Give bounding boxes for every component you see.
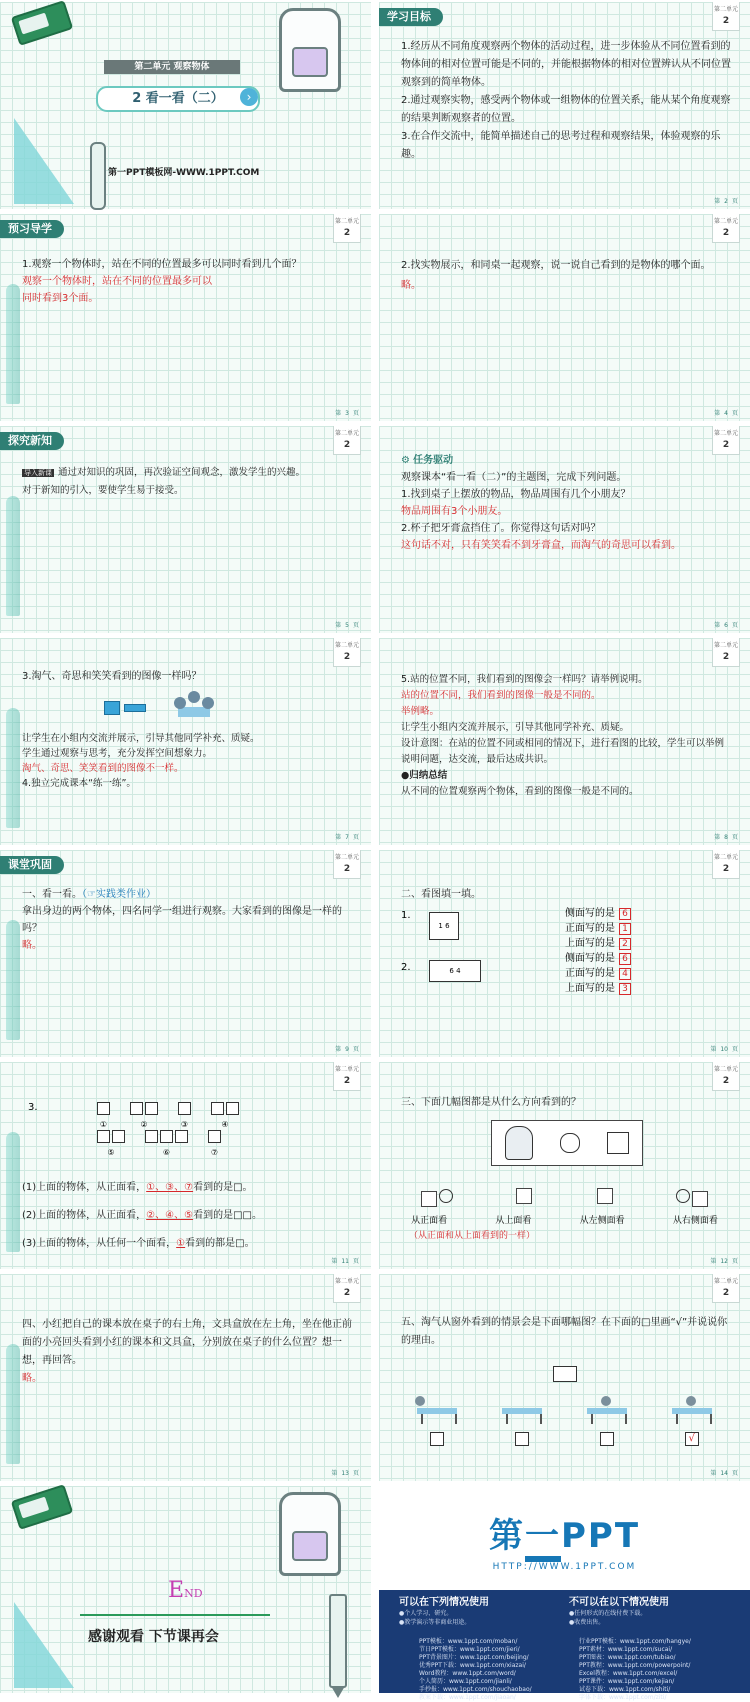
cannot-use-column	[569, 1598, 669, 1627]
can-use-column	[399, 1598, 489, 1627]
window-icon	[553, 1366, 577, 1382]
view-label: 从上面看	[495, 1216, 532, 1226]
pencil-icon	[6, 284, 20, 404]
pencil-icon	[6, 920, 20, 1040]
goal-item: 2.通过观察实物，感受两个物体或一组物体的位置关系，能从某个角度观察的结果判断观察者的位置。	[401, 95, 731, 124]
kids-at-table-icon	[174, 691, 214, 725]
corner-number: 2	[343, 864, 351, 874]
pencil-icon	[6, 496, 20, 616]
desk-option	[587, 1394, 627, 1424]
license-panel	[379, 1590, 750, 1701]
fig-number: 1.	[401, 910, 411, 921]
page-number: 第 2 页	[714, 198, 738, 205]
answer-row: 上面写的是 3	[565, 981, 631, 996]
answer-list	[565, 906, 631, 996]
corner-unit: 第二单元	[334, 218, 359, 225]
scene-frame	[491, 1120, 643, 1166]
link[interactable]: PPT模板：www.1ppt.com/moban/	[419, 1638, 518, 1645]
view-label: 从正面看	[411, 1216, 448, 1226]
brand-url: HTTP://WWW.1PPT.COM	[492, 1562, 637, 1572]
unit-corner-tag	[712, 1274, 740, 1303]
text-line: 拿出身边的两个物体，四名同学一组进行观察。大家看到的图像是一样的吗？	[22, 906, 342, 934]
link[interactable]: 手抄报：www.1ppt.com/shouchaobao/	[419, 1686, 532, 1693]
link[interactable]: PPT背景图片：www.1ppt.com/beijing/	[419, 1654, 529, 1661]
page-number: 第 6 页	[714, 622, 738, 629]
slide-title[interactable]	[0, 2, 371, 209]
goal-item: 3.在合作交流中，能简单描述自己的思考过程和观察结果，体验观察的乐趣。	[401, 131, 721, 160]
corner-number: 2	[722, 652, 730, 662]
task-body	[401, 452, 732, 554]
unit-corner-tag	[712, 214, 740, 243]
ball-icon	[560, 1133, 580, 1153]
lesson-title: 2 看一看（二）	[96, 86, 260, 112]
text-line: 学生通过观察与思考，充分发挥空间想象力。	[22, 748, 213, 759]
page-number: 第 3 页	[335, 410, 359, 417]
question: 四、小红把自己的课本放在桌子的右上角，文具盒放在左上角，坐在他正前面的小亮回头看到小红的课本和文具盒，分别放在桌子的什么位置？想一想，再回答。	[22, 1319, 352, 1366]
desk-option	[672, 1394, 712, 1424]
fig-number: 2.	[401, 962, 411, 973]
homework-tag: （☞实践类作业）	[82, 889, 156, 900]
corner-number: 2	[722, 1288, 730, 1298]
corner-unit: 第二单元	[713, 854, 738, 861]
slide-end[interactable]	[0, 1486, 371, 1693]
task-tag: 任务驱动	[413, 455, 454, 466]
box-icon	[607, 1132, 629, 1154]
can-use-item: ●教学演示等非商业用途。	[399, 1619, 471, 1626]
page-number: 第 14 页	[710, 1470, 738, 1477]
gear-icon: ⚙	[401, 455, 414, 466]
corner-number: 2	[343, 1288, 351, 1298]
corner-number: 2	[722, 16, 730, 26]
question-line: (2)上面的物体，从正面看，②、④、⑤看到的是□□。	[22, 1210, 262, 1221]
question: 3.淘气、奇思和笑笑看到的图像一样吗？	[22, 671, 202, 682]
view-figures	[379, 1172, 750, 1241]
summary-text: 从不同的位置观察两个物体，看到的图像一般是不同的。	[401, 786, 639, 797]
unit-corner-tag	[712, 2, 740, 31]
task-line: 2.杯子把牙膏盒挡住了。你觉得这句话对吗？	[401, 523, 601, 534]
question: 2.找实物展示，和同桌一起观察，说一说自己看到的是物体的哪个面。	[401, 260, 711, 271]
practice-body	[22, 886, 353, 954]
answer: 同时看到3个面。	[22, 293, 99, 304]
slide-window-view[interactable]	[379, 1274, 750, 1481]
answer: 站的位置不同，我们看到的图像一般是不同的。	[401, 690, 601, 701]
corner-unit: 第二单元	[713, 1278, 738, 1285]
slide-cubes[interactable]	[0, 1062, 371, 1269]
blue-object-icon	[104, 701, 120, 715]
desk-body	[22, 1316, 353, 1388]
unit-corner-tag	[712, 638, 740, 667]
desk-option	[417, 1394, 457, 1424]
unit-corner-tag	[333, 850, 361, 879]
page-number: 第 7 页	[335, 834, 359, 841]
fill-in-body	[401, 886, 732, 903]
slide-learning-goals[interactable]	[379, 2, 750, 209]
slide-desk-question[interactable]	[0, 1274, 371, 1481]
preview-body	[401, 256, 732, 296]
page-number: 第 8 页	[714, 834, 738, 841]
thanks-text: 感谢观看 下节课再会	[88, 1629, 219, 1645]
text-line: 让学生小组内交流并展示，引导其他同学补充、质疑。	[401, 722, 630, 733]
corner-number: 2	[722, 1076, 730, 1086]
slide-views[interactable]	[379, 1062, 750, 1269]
corner-number: 2	[343, 652, 351, 662]
answer: 这句话不对，只有笑笑看不到牙膏盒，而淘气的奇思可以看到。	[401, 540, 681, 551]
question: 1.观察一个物体时，站在不同的位置最多可以同时看到几个面？	[22, 259, 302, 270]
explore-body	[22, 464, 353, 499]
exercise-heading: 三、下面几幅图都是从什么方向看到的？	[401, 1097, 581, 1108]
slide-practice[interactable]	[0, 850, 371, 1057]
blue-object-icon	[124, 704, 146, 712]
next-arrow-icon[interactable]: ›	[240, 88, 258, 106]
answer-checkbox[interactable]	[515, 1432, 529, 1446]
section-banner: 探究新知	[0, 432, 64, 450]
link[interactable]: 教案下载：www.1ppt.com/jiaoan/	[419, 1694, 516, 1701]
q3-body	[22, 668, 353, 791]
text-line: 4.独立完成课本“练一练”。	[22, 778, 136, 789]
brand-logo: 第一PPT	[379, 1508, 750, 1557]
answer-row: 正面写的是 4	[565, 966, 631, 981]
answer-checkbox[interactable]	[600, 1432, 614, 1446]
slide-preview[interactable]	[0, 214, 371, 421]
slide-preview-2[interactable]	[379, 214, 750, 421]
can-use-item: ●个人学习、研究。	[399, 1610, 453, 1617]
desk-option	[502, 1394, 542, 1424]
slide-copyright[interactable]	[379, 1486, 750, 1701]
pencil-icon	[6, 1132, 20, 1252]
page-number: 第 10 页	[710, 1046, 738, 1053]
answer-row: 侧面写的是 6	[565, 906, 631, 921]
answer: 举例略。	[401, 706, 440, 717]
pencil-icon	[6, 1344, 20, 1464]
cannot-use-item: ●任何形式的在线付费下载。	[569, 1610, 647, 1617]
intro-tag: 导入新课	[24, 469, 52, 477]
answer-checkbox-checked[interactable]: √	[685, 1432, 699, 1446]
answer-row: 上面写的是 2	[565, 936, 631, 951]
corner-number: 2	[343, 1076, 351, 1086]
goals-body	[401, 38, 732, 164]
unit-corner-tag	[333, 426, 361, 455]
task-line: 观察课本“看一看（二）”的主题图，完成下列问题。	[401, 472, 627, 483]
corner-number: 2	[343, 228, 351, 238]
page-number: 第 12 页	[710, 1258, 738, 1265]
unit-corner-tag	[333, 214, 361, 243]
cube-row-2: ⑤ ⑥ ⑦	[96, 1128, 240, 1157]
question-line: (3)上面的物体，从任何一个面看，①看到的都是□。	[22, 1238, 255, 1249]
answer: 略。	[22, 940, 42, 951]
view-label: 从右侧面看	[672, 1216, 718, 1226]
answer: 略。	[22, 1373, 42, 1384]
cube-questions	[22, 1174, 353, 1258]
page-number: 第 5 页	[335, 622, 359, 629]
window-body	[401, 1314, 732, 1350]
answer-row: 正面写的是 1	[565, 921, 631, 936]
divider	[80, 1614, 270, 1616]
corner-unit: 第二单元	[713, 1066, 738, 1073]
section-banner: 学习目标	[379, 8, 443, 26]
intro-text: 通过对知识的巩固，再次验证空间观念，激发学生的兴趣。	[58, 467, 306, 478]
corner-number: 2	[722, 228, 730, 238]
question: 5.站的位置不同，我们看到的图像会一样吗？请举例说明。	[401, 674, 648, 685]
text-line: 设计意图：在站的位置不同或相同的情况下，进行看图的比较，学生可以举例说明问题，达交流，最后达成共识。	[401, 738, 725, 765]
link[interactable]: 字体下载：www.1ppt.com/ziti/	[579, 1694, 667, 1701]
link[interactable]: 行业PPT模板：www.1ppt.com/hangye/	[579, 1638, 691, 1645]
unit-corner-tag	[333, 1062, 361, 1091]
section-banner: 课堂巩固	[0, 856, 64, 874]
section-banner: 预习导学	[0, 220, 64, 238]
corner-number: 2	[343, 440, 351, 450]
q5-body	[401, 672, 732, 800]
answer-row: 侧面写的是 6	[565, 951, 631, 966]
site-label: 第一PPT模板网-WWW.1PPT.COM	[108, 168, 260, 178]
goal-item: 1.经历从不同角度观察两个物体的活动过程，进一步体验从不同位置看到的物体间的相对位置可能是不同的，并能根据物体的相对位置辨认从不同位置观察到的简单物体。	[401, 41, 731, 88]
link[interactable]: PPT教程：www.1ppt.com/powerpoint/	[579, 1662, 691, 1669]
pencil-icon	[90, 142, 106, 210]
exercise-heading: 二、看图填一填。	[401, 889, 481, 900]
answer: 淘气、奇思、笑笑看到的图像不一样。	[22, 763, 184, 774]
link-list-right	[579, 1638, 691, 1702]
eraser-icon	[11, 0, 74, 46]
text-line: 让学生在小组内交流并展示，引导其他同学补充、质疑。	[22, 733, 260, 744]
unit-corner-tag	[333, 638, 361, 667]
corner-unit: 第二单元	[713, 430, 738, 437]
exercise-heading: 一、看一看。	[22, 889, 82, 900]
corner-unit: 第二单元	[334, 1278, 359, 1285]
page-number: 第 4 页	[714, 410, 738, 417]
corner-unit: 第二单元	[334, 642, 359, 649]
options	[379, 1366, 750, 1446]
corner-number: 2	[722, 864, 730, 874]
link[interactable]: 节日PPT模板：www.1ppt.com/jieri/	[419, 1646, 520, 1653]
cube-figure: 1 6	[429, 912, 459, 940]
slide-fill-in[interactable]	[379, 850, 750, 1057]
question: 五、淘气从窗外看到的情景会是下面哪幅图？在下面的□里画“√”并说说你的理由。	[401, 1317, 728, 1346]
triangle-ruler-icon	[14, 1602, 74, 1688]
backpack-icon	[279, 8, 341, 92]
cuboid-figure: 6 4	[429, 960, 481, 982]
link[interactable]: Excel教程：www.1ppt.com/excel/	[579, 1670, 678, 1677]
intro-text: 对于新知的引入，要使学生易于接受。	[22, 485, 184, 496]
cannot-use-item: ●收费出售。	[569, 1619, 605, 1626]
page-number: 第 13 页	[331, 1470, 359, 1477]
pencil-icon	[6, 708, 20, 828]
cube-row-1: ① ② ③ ④	[96, 1100, 258, 1129]
fig-number: 3.	[28, 1102, 38, 1113]
answer: 略。	[401, 280, 421, 291]
page-number: 第 9 页	[335, 1046, 359, 1053]
cannot-use-title: 不可以在以下情况使用	[569, 1597, 669, 1608]
task-line: 1.找到桌子上摆放的物品，物品周围有几个小朋友？	[401, 489, 631, 500]
unit-label: 第二单元 观察物体	[104, 60, 240, 74]
answer: 观察一个物体时，站在不同的位置最多可以	[22, 276, 212, 287]
link[interactable]: Word教程：www.1ppt.com/word/	[419, 1670, 516, 1677]
girl-icon	[505, 1126, 533, 1160]
corner-unit: 第二单元	[713, 6, 738, 13]
can-use-title: 可以在下列情况使用	[399, 1597, 489, 1608]
page-number: 第 11 页	[331, 1258, 359, 1265]
link[interactable]: PPT图表：www.1ppt.com/tubiao/	[579, 1654, 676, 1661]
link[interactable]: 优秀PPT下载：www.1ppt.com/xiazai/	[419, 1662, 526, 1669]
eraser-icon	[11, 1484, 74, 1530]
summary-title: ●归纳总结	[401, 770, 448, 781]
corner-unit: 第二单元	[713, 218, 738, 225]
view-label: 从左侧面看	[579, 1216, 625, 1226]
link-list-left	[419, 1638, 532, 1702]
slide-q3[interactable]	[0, 638, 371, 845]
link[interactable]: PPT素材：www.1ppt.com/sucai/	[579, 1646, 673, 1653]
backpack-icon	[279, 1492, 341, 1576]
corner-unit: 第二单元	[334, 854, 359, 861]
answer-note: （从正面和从上面看到的一样）	[409, 1231, 536, 1241]
unit-corner-tag	[712, 850, 740, 879]
preview-body	[22, 256, 353, 307]
slide-explore[interactable]	[0, 426, 371, 633]
end-mark: END	[168, 1578, 203, 1603]
corner-unit: 第二单元	[334, 430, 359, 437]
answer-checkbox[interactable]	[430, 1432, 444, 1446]
unit-corner-tag	[333, 1274, 361, 1303]
link[interactable]: PPT课件：www.1ppt.com/kejian/	[579, 1678, 675, 1685]
unit-corner-tag	[712, 426, 740, 455]
pencil-icon	[329, 1594, 347, 1688]
question-line: (1)上面的物体，从正面看，①、③、⑦看到的是□。	[22, 1182, 253, 1193]
link[interactable]: 试卷下载：www.1ppt.com/shiti/	[579, 1686, 671, 1693]
link[interactable]: 个人简历：www.1ppt.com/jianli/	[419, 1678, 512, 1685]
slide-q5[interactable]	[379, 638, 750, 845]
unit-corner-tag	[712, 1062, 740, 1091]
corner-unit: 第二单元	[334, 1066, 359, 1073]
triangle-ruler-icon	[14, 118, 74, 204]
corner-number: 2	[722, 440, 730, 450]
views-body	[401, 1094, 732, 1111]
answer: 物品周围有3个小朋友。	[401, 506, 508, 517]
slide-task[interactable]	[379, 426, 750, 633]
scene-figure	[102, 691, 353, 725]
corner-unit: 第二单元	[713, 642, 738, 649]
